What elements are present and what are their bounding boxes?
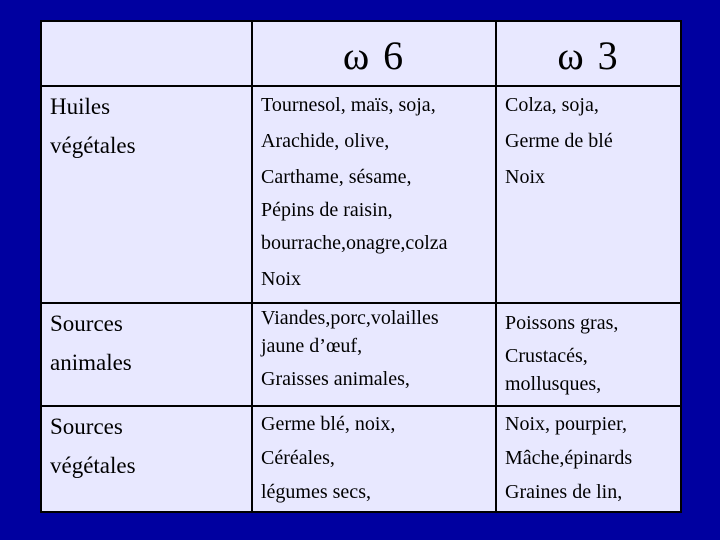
list-item: Céréales, [261, 447, 335, 469]
header-omega3: ω 3 [496, 21, 681, 86]
list-item: Viandes,porc,volailles [261, 307, 439, 329]
header-empty-cell [41, 21, 252, 86]
list-item: Graisses animales, [261, 368, 410, 390]
list-item: Germe blé, noix, [261, 413, 396, 435]
list-item: Arachide, olive, [261, 130, 390, 152]
header-row [41, 21, 681, 86]
row-label-line: végétales [50, 133, 136, 159]
list-item: Noix [261, 268, 301, 290]
list-item: Germe de blé [505, 130, 613, 152]
list-item: bourrache,onagre,colza [261, 232, 448, 254]
list-item: légumes secs, [261, 481, 371, 503]
list-item: Pépins de raisin, [261, 199, 393, 221]
cell-huiles-omega3 [496, 86, 681, 303]
row-label-line: végétales [50, 453, 136, 479]
row-label-sources-animales [41, 303, 252, 406]
list-item: Crustacés, [505, 345, 588, 367]
cell-huiles-omega6 [252, 86, 496, 303]
row-label-line: Sources [50, 311, 123, 336]
row-sources-vegetales [41, 406, 681, 512]
row-label-huiles-vegetales [41, 86, 252, 303]
fatty-acid-sources-table [40, 20, 682, 513]
cell-vegetales-omega3 [496, 406, 681, 512]
row-label-sources-vegetales [41, 406, 252, 512]
row-label-line: Huiles [50, 94, 111, 119]
list-item: Poissons gras, [505, 312, 619, 334]
list-item: Carthame, sésame, [261, 166, 412, 188]
list-item: mollusques, [505, 373, 602, 395]
cell-vegetales-omega6 [252, 406, 496, 512]
list-item: Graines de lin, [505, 481, 623, 503]
list-item: Colza, soja, [505, 94, 599, 116]
header-omega6: ω 6 [252, 21, 496, 86]
list-item: jaune d’œuf, [261, 335, 363, 357]
list-item: Noix, pourpier, [505, 413, 627, 435]
cell-animales-omega6 [252, 303, 496, 406]
row-label-line: animales [50, 350, 132, 376]
row-huiles-vegetales [41, 86, 681, 303]
cell-animales-omega3 [496, 303, 681, 406]
list-item: Noix [505, 166, 545, 188]
list-item: Tournesol, maïs, soja, [261, 94, 436, 116]
list-item: Mâche,épinards [505, 447, 633, 469]
row-sources-animales [41, 303, 681, 406]
row-label-line: Sources [50, 414, 123, 439]
